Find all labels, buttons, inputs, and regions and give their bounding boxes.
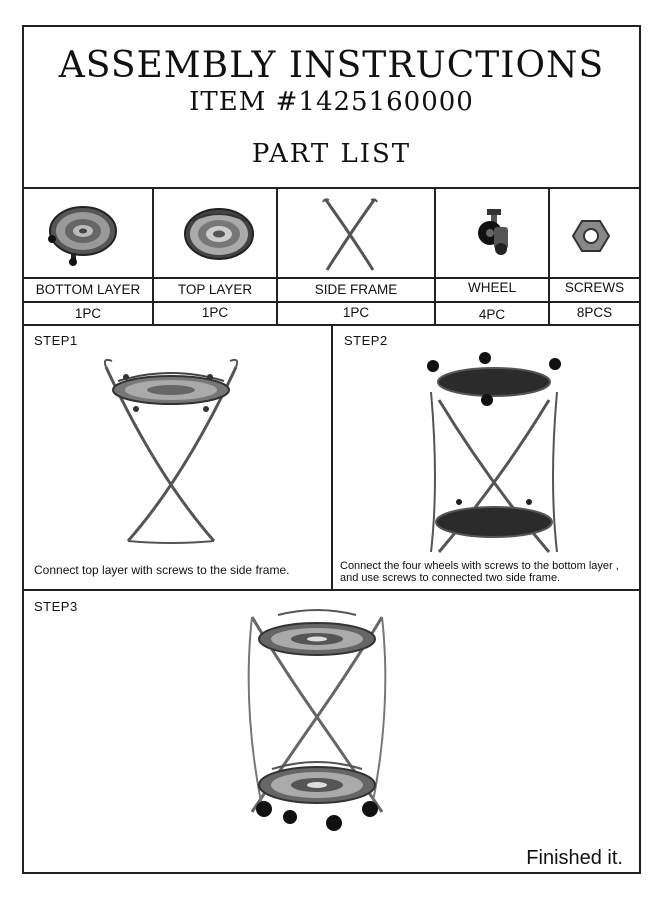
x-frame-icon xyxy=(321,197,379,273)
step1-caption: Connect top layer with screws to the side frame. xyxy=(34,563,290,577)
step2-caption-line1: Connect the four wheels with screws to the bottom layer , xyxy=(340,560,619,572)
item-number: ITEM #1425160000 xyxy=(189,87,474,117)
part-name-screws: SCREWS xyxy=(564,280,625,295)
step1-label: STEP1 xyxy=(34,333,78,348)
divider xyxy=(434,187,436,324)
part-qty-screws: 8PCS xyxy=(576,305,613,320)
part-qty-wheel: 4PC xyxy=(478,307,506,322)
part-list-heading: PART LIST xyxy=(251,139,412,169)
divider xyxy=(24,187,639,189)
step3-label: STEP3 xyxy=(34,599,78,614)
part-name-side-frame: SIDE FRAME xyxy=(314,282,398,297)
divider xyxy=(152,187,154,324)
step1-illustration xyxy=(96,355,246,545)
part-qty-side-frame: 1PC xyxy=(342,305,370,320)
divider xyxy=(24,301,639,303)
instruction-sheet xyxy=(22,25,641,874)
finished-text: Finished it. xyxy=(526,847,623,869)
document-title: ASSEMBLY INSTRUCTIONS xyxy=(58,45,605,86)
part-qty-bottom-layer: 1PC xyxy=(74,306,102,321)
step2-caption-line2: and use screws to connected two side frame. xyxy=(340,572,561,584)
step2-label: STEP2 xyxy=(344,333,388,348)
divider xyxy=(24,589,639,591)
part-name-wheel: WHEEL xyxy=(467,280,516,295)
hex-nut-icon xyxy=(572,219,610,253)
tray-icon xyxy=(182,205,256,263)
divider xyxy=(24,277,639,279)
step3-illustration xyxy=(242,607,392,832)
tray-with-wheel-icon xyxy=(46,203,120,267)
divider xyxy=(331,324,333,589)
part-qty-top-layer: 1PC xyxy=(201,305,229,320)
caster-wheel-icon xyxy=(474,207,514,257)
divider xyxy=(548,187,550,324)
divider xyxy=(276,187,278,324)
part-name-bottom-layer: BOTTOM LAYER xyxy=(35,282,141,297)
step2-illustration xyxy=(419,352,569,562)
part-name-top-layer: TOP LAYER xyxy=(177,282,253,297)
